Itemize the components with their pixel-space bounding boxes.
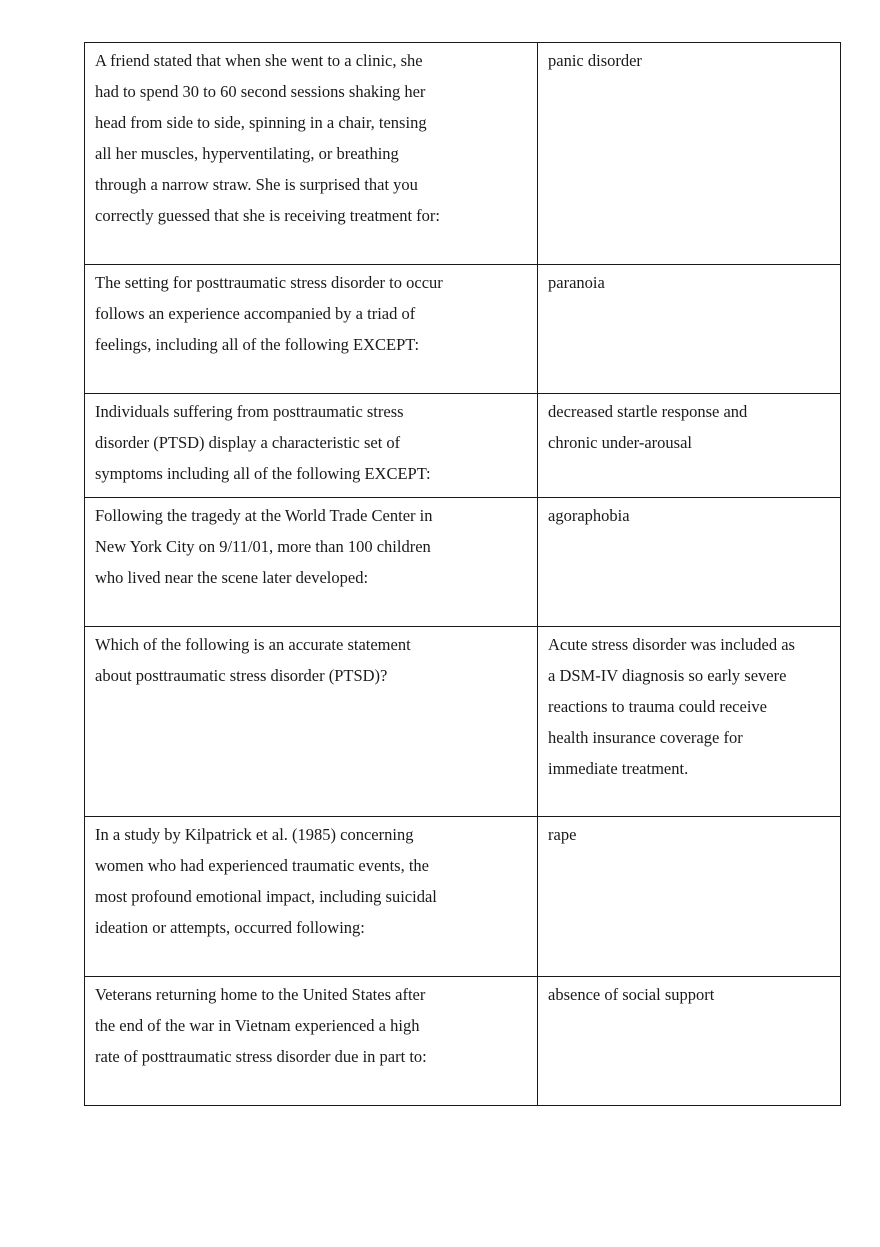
table-row <box>85 394 841 498</box>
answer-text: panic disorder <box>548 51 642 70</box>
table-row <box>85 498 841 627</box>
answer-cell <box>538 627 841 817</box>
question-answer-table <box>84 42 841 1106</box>
answer-text: Acute stress disorder was included as a DSM-IV diagnosis so early severe reactions to trauma could receive health insurance coverage for immediate treatment. <box>548 635 795 778</box>
table-row <box>85 43 841 265</box>
table-row <box>85 817 841 977</box>
table-row <box>85 627 841 817</box>
question-cell <box>85 498 538 627</box>
question-text: Which of the following is an accurate statement about posttraumatic stress disorder (PTSD)? <box>95 635 411 685</box>
answer-cell <box>538 43 841 265</box>
question-text: Following the tragedy at the World Trade Center in New York City on 9/11/01, more than 100 children who lived near the scene later developed: <box>95 506 433 587</box>
question-cell <box>85 394 538 498</box>
question-cell <box>85 43 538 265</box>
question-text: Veterans returning home to the United States after the end of the war in Vietnam experienced a high rate of posttraumatic stress disorder due in part to: <box>95 985 427 1066</box>
table-row <box>85 265 841 394</box>
question-cell <box>85 817 538 977</box>
answer-cell <box>538 394 841 498</box>
answer-text: agoraphobia <box>548 506 630 525</box>
question-cell <box>85 627 538 817</box>
question-text: Individuals suffering from posttraumatic stress disorder (PTSD) display a characteristic set of symptoms including all of the following EXCEPT: <box>95 402 431 483</box>
answer-text: rape <box>548 825 577 844</box>
answer-cell <box>538 817 841 977</box>
question-text: The setting for posttraumatic stress disorder to occur follows an experience accompanied by a triad of feelings, including all of the following EXCEPT: <box>95 273 443 354</box>
flashcard-sheet <box>84 42 840 1106</box>
question-text: In a study by Kilpatrick et al. (1985) concerning women who had experienced traumatic events, the most profound emotional impact, including suicidal ideation or attempts, occurred following: <box>95 825 437 937</box>
question-cell <box>85 977 538 1106</box>
question-text: A friend stated that when she went to a clinic, she had to spend 30 to 60 second sessions shaking her head from side to side, spinning in a chair, tensing all her muscles, hyperventilating, or breathing through a narrow straw. She is surprised that you correctly guessed that she is receiving treatment for: <box>95 51 440 225</box>
answer-text: absence of social support <box>548 985 715 1004</box>
answer-text: decreased startle response and chronic under-arousal <box>548 402 748 452</box>
answer-cell <box>538 498 841 627</box>
answer-text: paranoia <box>548 273 605 292</box>
table-row <box>85 977 841 1106</box>
answer-cell <box>538 265 841 394</box>
question-cell <box>85 265 538 394</box>
answer-cell <box>538 977 841 1106</box>
